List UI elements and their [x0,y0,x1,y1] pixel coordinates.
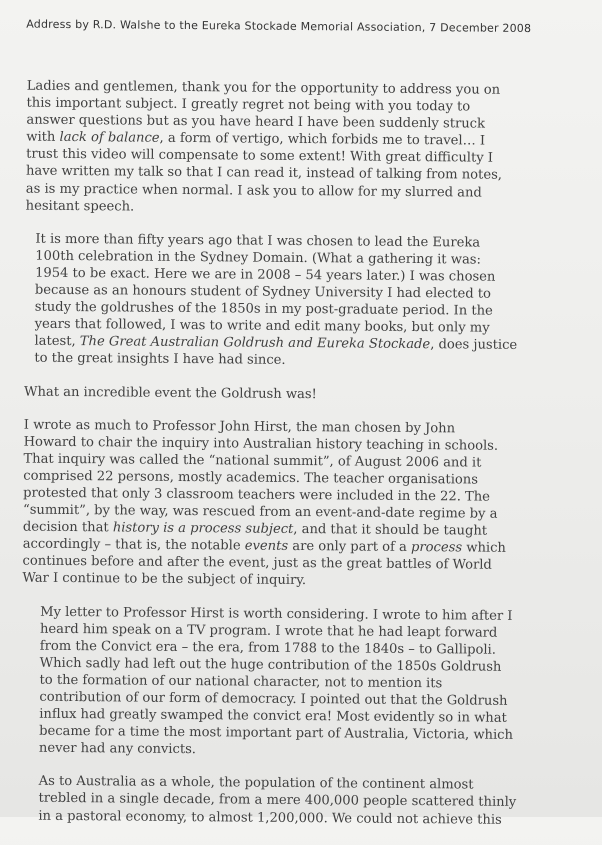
text-line: That inquiry was called the “national summit”, of August 2006 and it [23,451,482,471]
text-line: this important subject. I greatly regret not being with you today to [26,95,471,115]
paragraph-6 [20,773,575,829]
text-segment: , and that it should be taught [293,522,488,539]
text-line: answer questions but as you have heard I have been suddenly struck [26,112,486,132]
text-segment: are only part of a [288,539,412,556]
text-line: heard him speak on a TV program. I wrote that he had leapt forward [39,621,498,641]
text-line: influx had greatly swamped the convict era! Most evidently so in what [39,706,507,726]
text-line: hesitant speech. [25,198,135,215]
text-line: as is my practice when normal. I ask you to allow for my slurred and [25,181,482,201]
text-line: “summit”, by the way, was rescued from an event-and-date regime by a [22,502,498,522]
text-line: because as an honours student of Sydney University I had elected to [34,282,492,302]
text-line: to the formation of our national character, not to mention its [39,672,443,692]
text-line: War I continue to be the subject of inquiry. [22,571,307,589]
text-line: have written my talk so that I can read it, instead of talking from notes, [25,164,503,184]
text-line: Which sadly had left out the huge contribution of the 1850s Goldrush [39,655,502,675]
text-line: years that followed, I was to write and edit many books, but only my [34,316,490,336]
text-segment: which [462,540,506,557]
italic-segment: events [244,538,289,555]
text-line: to the great insights I have had since. [34,351,286,369]
text-line: in a pastoral economy, to almost 1,200,000. We could not achieve this [38,808,502,828]
italic-segment: lack of balance [59,130,160,147]
text-line: protested that only 3 classroom teachers were included in the 22. The [23,485,491,505]
italic-segment: process [410,540,463,556]
text-segment: accordingly – that is, the notable [22,536,245,554]
text-line: never had any convicts. [38,741,197,758]
text-line: 1954 to be exact. Here we are in 2008 – 54 years later.) I was chosen [35,265,496,285]
text-segment: with [26,129,60,146]
italic-segment: history is a process subject [112,520,294,538]
text-segment: latest, [34,333,80,350]
text-line: As to Australia as a whole, the population of the continent almost [38,774,474,793]
paragraph-2 [24,230,580,372]
paragraph-3 [24,383,579,405]
text-line: from the Convict era – the era, from 1788 to the 1840s – to Gallipoli. [39,638,497,658]
paragraph-5 [21,603,577,762]
text-line: My letter to Professor Hirst is worth considering. I wrote to him after I [40,604,513,624]
text-line: trebled in a single decade, from a mere 400,000 people scattered thinly [38,791,517,811]
text-line: trust this video will compensate to some extent! With great difficulty I [26,146,494,167]
text-line: Howard to chair the inquiry into Australian history teaching in schools. [23,434,499,454]
text-line: contribution of our form of democracy. I pointed out that the Goldrush [39,689,508,709]
document-header: Address by R.D. Walshe to the Eureka Stockade Memorial Association, 7 December 2008 [26,17,532,36]
text-segment: , a form of vertigo, which forbids me to travel… I [159,131,486,149]
text-line: It is more than fifty years ago that I was chosen to lead the Eureka [35,231,481,251]
paragraph-4 [22,416,578,592]
text-line: What an incredible event the Goldrush was! [23,384,317,402]
text-line: 100th celebration in the Sydney Domain. (What a gathering it was: [35,248,481,268]
text-segment: , does justice [430,337,518,354]
text-line: Ladies and gentlemen, thank you for the opportunity to address you on [26,78,501,98]
paragraph-1 [26,78,582,220]
text-line: became for a time the most important part of Australia, Victoria, which [39,723,514,744]
italic-segment: The Great Australian Goldrush and Eureka Stockade [79,334,431,353]
text-line: study the goldrushes of the 1850s in my post-graduate period. In the [34,299,493,319]
text-line: I wrote as much to Professor John Hirst, the man chosen by John [23,417,456,436]
text-segment: decision that [22,519,113,536]
document-body [20,78,582,845]
text-line: comprised 22 persons, mostly academics. The teacher organisations [23,468,479,488]
text-line: continues before and after the event, just as the great battles of World [22,553,492,574]
